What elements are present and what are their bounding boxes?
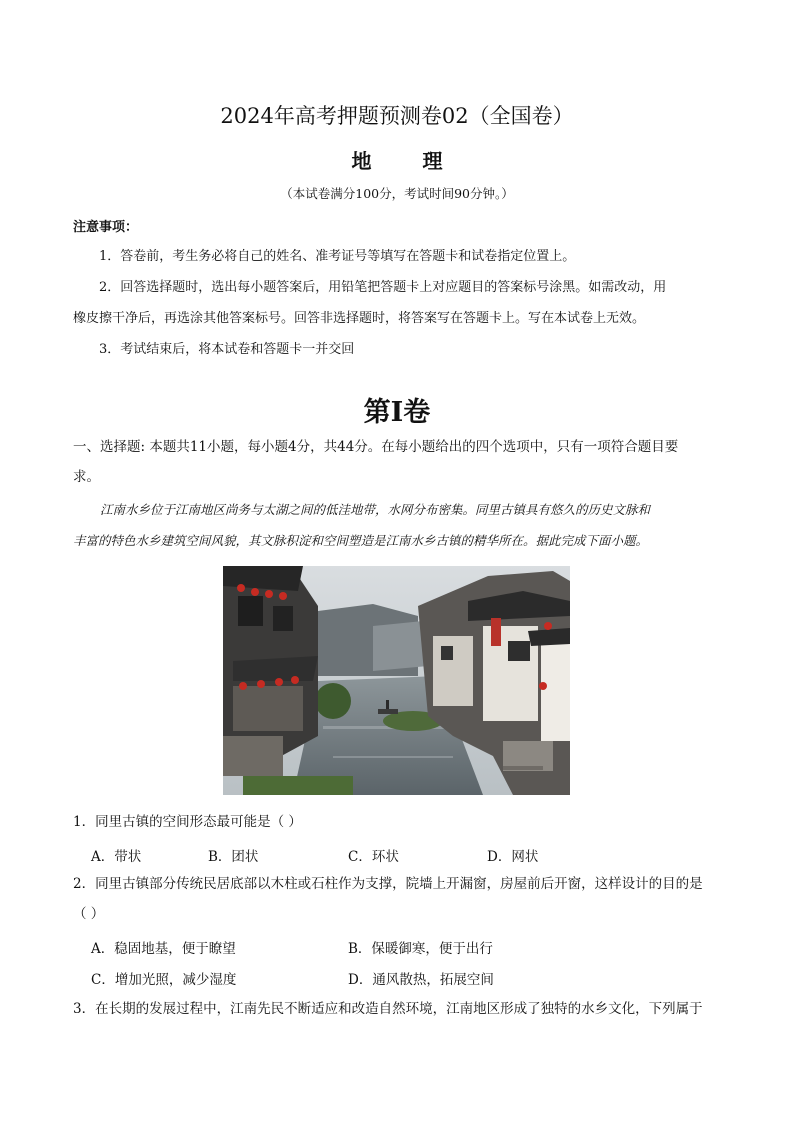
subject-title: 地 理: [351, 149, 465, 173]
passage-line-2: 丰富的特色水乡建筑空间风貌，其文脉积淀和空间塑造是江南水乡古镇的精华所在。据此完成下面小题。: [73, 533, 649, 548]
passage-line-1: 江南水乡位于江南地区尚务与太湖之间的低洼地带，水网分布密集。同里古镇具有悠久的历史文脉和: [100, 502, 651, 517]
q1-option-a: A．带状: [91, 849, 142, 865]
exam-title: 2024年高考押题预测卷02（全国卷）: [220, 104, 574, 128]
notice-item-3: 3．考试结束后，将本试卷和答题卡一并交回: [99, 342, 355, 357]
q2-option-c: C．增加光照，减少湿度: [91, 972, 237, 988]
q1-option-b: B．团状: [208, 849, 259, 865]
notice-item-2: 2．回答选择题时，选出每小题答案后，用铅笔把答题卡上对应题目的答案标号涂黑。如需改动，用: [99, 280, 667, 295]
question-2-stem: 2．同里古镇部分传统民居底部以木柱或石柱作为支撑，院墙上开漏窗，房屋前后开窗，这样设计的目的是: [73, 876, 703, 892]
section-intro-cont: 求。: [73, 469, 100, 485]
question-3-stem: 3．在长期的发展过程中，江南先民不断适应和改造自然环境，江南地区形成了独特的水乡文化，下列属于: [73, 1001, 703, 1017]
q2-option-d: D．通风散热，拓展空间: [348, 972, 494, 988]
question-1-stem: 1．同里古镇的空间形态最可能是（ ）: [73, 814, 302, 830]
notice-item-1: 1．答卷前，考生务必将自己的姓名、准考证号等填写在答题卡和试卷指定位置上。: [99, 249, 576, 264]
notice-heading: 注意事项：: [73, 220, 139, 235]
q2-option-a: A．稳固地基，便于瞭望: [91, 941, 236, 957]
q1-option-d: D．网状: [487, 849, 539, 865]
q2-option-b: B．保暖御寒，便于出行: [348, 941, 493, 957]
notice-item-2-cont: 橡皮擦干净后，再选涂其他答案标号。回答非选择题时，将答案写在答题卡上。写在本试卷上无效。: [73, 311, 646, 326]
question-2-stem-cont: （ ）: [73, 906, 105, 922]
q1-option-c: C．环状: [348, 849, 399, 865]
water-town-photo: [223, 566, 570, 795]
exam-meta: （本试卷满分100分，考试时间90分钟。）: [280, 186, 514, 201]
section-intro: 一、选择题: 本题共11小题，每小题4分，共44分。在每小题给出的四个选项中，只有一项符合题目要: [73, 439, 679, 455]
section-title: 第Ⅰ卷: [363, 397, 431, 428]
